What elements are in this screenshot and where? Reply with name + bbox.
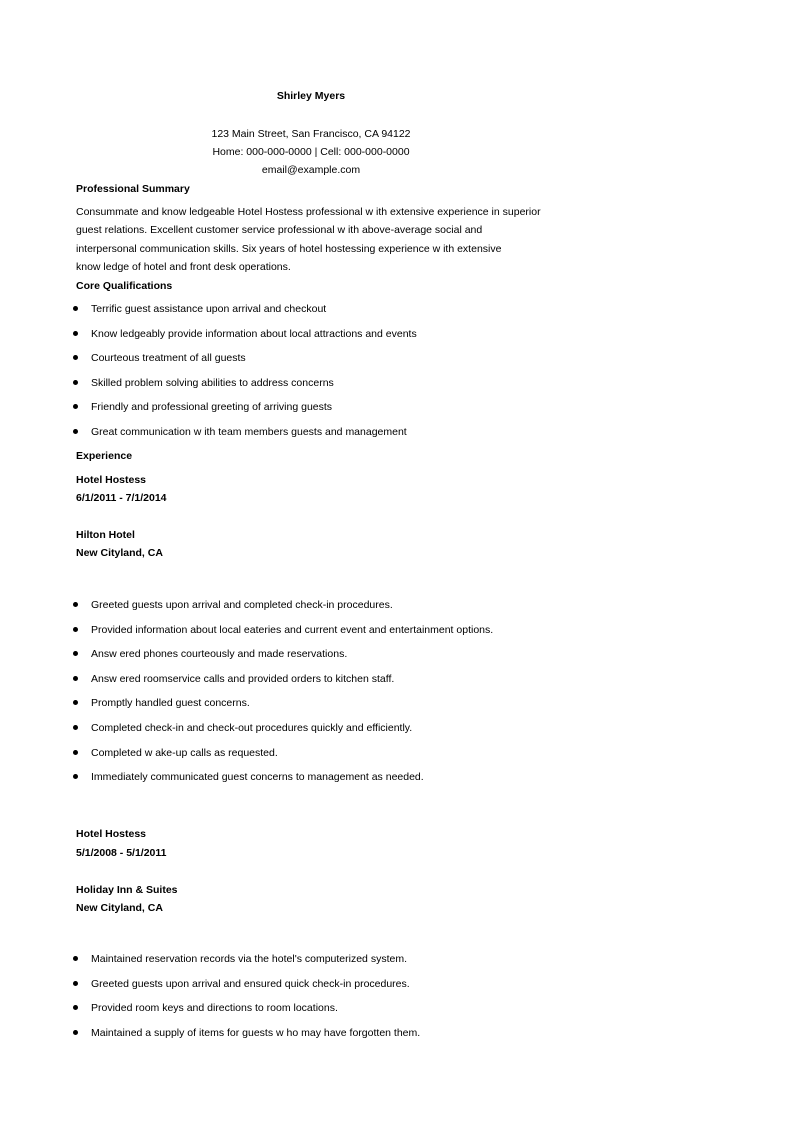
qualifications-heading: Core Qualifications <box>76 280 173 292</box>
bullet-icon <box>73 1005 78 1010</box>
summary-paragraph <box>76 203 556 276</box>
bullet-icon <box>73 1030 78 1035</box>
bullet-icon <box>73 380 78 385</box>
job-dates: 5/1/2008 - 5/1/2011 <box>76 847 167 859</box>
address-line: 123 Main Street, San Francisco, CA 94122 <box>211 128 411 140</box>
job-title: Hotel Hostess <box>76 828 147 840</box>
job-dates: 6/1/2011 - 7/1/2014 <box>76 492 167 504</box>
bullet-icon <box>73 602 78 607</box>
summary-line: know ledge of hotel and front desk operations. <box>76 260 291 273</box>
candidate-name: Shirley Myers <box>276 90 346 102</box>
bullet-icon <box>73 725 78 730</box>
summary-heading: Professional Summary <box>76 183 190 195</box>
bullet-icon <box>73 404 78 409</box>
bullet-icon <box>73 750 78 755</box>
job-employer: Holiday Inn & Suites <box>76 884 178 896</box>
bullet-icon <box>73 331 78 336</box>
email-line: email@example.com <box>261 164 361 176</box>
bullet-icon <box>73 676 78 681</box>
bullet-icon <box>73 627 78 632</box>
bullet-icon <box>73 700 78 705</box>
bullet-icon <box>73 429 78 434</box>
phone-line: Home: 000-000-0000 | Cell: 000-000-0000 <box>212 146 410 158</box>
bullet-icon <box>73 956 78 961</box>
summary-line: guest relations. Excellent customer service professional w ith above-average social and <box>76 224 483 237</box>
job-employer: Hilton Hotel <box>76 529 135 541</box>
job-location: New Cityland, CA <box>76 547 163 559</box>
bullet-icon <box>73 306 78 311</box>
bullet-icon <box>73 774 78 779</box>
job-title: Hotel Hostess <box>76 474 147 486</box>
summary-line: interpersonal communication skills. Six years of hotel hostessing experience w ith extensive <box>76 242 502 255</box>
experience-heading: Experience <box>76 450 133 462</box>
bullet-icon <box>73 651 78 656</box>
summary-line: Consummate and know ledgeable Hotel Hostess professional w ith extensive experience in superior <box>76 206 541 218</box>
bullet-icon <box>73 355 78 360</box>
bullet-icon <box>73 981 78 986</box>
job-location: New Cityland, CA <box>76 902 163 914</box>
